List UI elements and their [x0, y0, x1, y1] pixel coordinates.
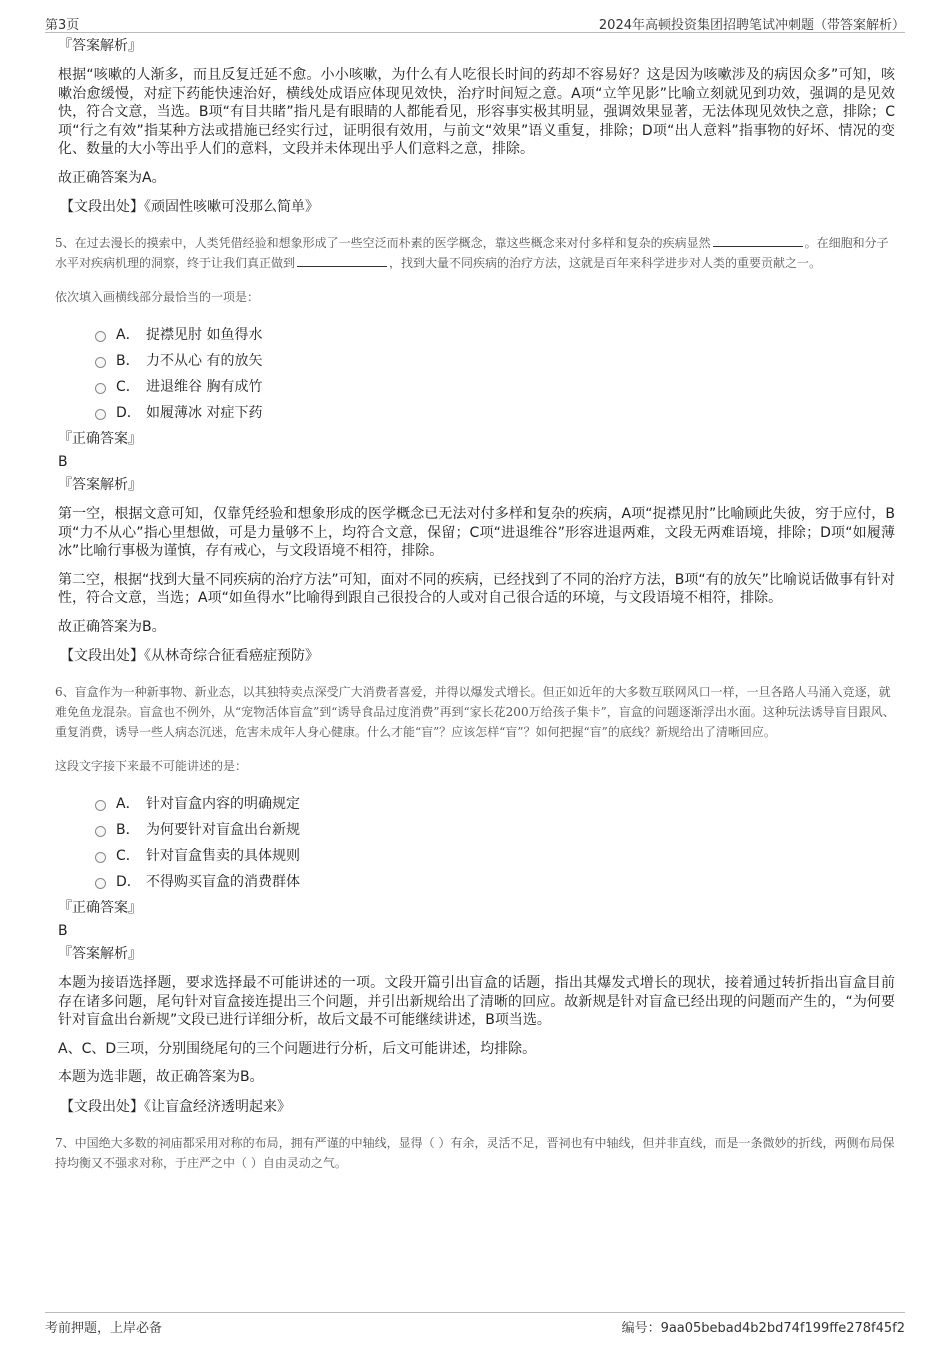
- source-citation: 【文段出处】《从林奇综合征看癌症预防》: [60, 648, 319, 664]
- option-b[interactable]: [95, 816, 895, 842]
- option-letter: D．: [116, 405, 141, 421]
- analysis-paragraph: A、C、D三项，分别围绕尾句的三个问题进行分析，后文可能讲述，均排除。: [58, 1040, 537, 1057]
- page-number: 第3页: [45, 18, 80, 33]
- document-title: 2024年高顿投资集团招聘笔试冲刺题（带答案解析）: [598, 18, 905, 33]
- option-a[interactable]: [95, 321, 895, 347]
- option-text: 为何要针对盲盒出台新规: [146, 822, 300, 838]
- option-text: 进退维谷 胸有成竹: [146, 379, 263, 395]
- option-a[interactable]: [95, 790, 895, 816]
- option-letter: A．: [116, 327, 140, 343]
- question-5-part-a: 5、在过去漫长的摸索中，人类凭借经验和想象形成了一些空泛而朴素的医学概念，靠这些概念来对付多样和复杂的疾病显然: [55, 236, 711, 250]
- radio-icon[interactable]: [95, 383, 106, 394]
- option-text: 力不从心 有的放矢: [146, 353, 263, 369]
- question-5-part-b: 。在细胞和分子水平对疾病机理的洞察，终于让我们真正做到: [55, 236, 889, 270]
- footer-slogan: 考前押题，上岸必备: [45, 1321, 163, 1336]
- option-text: 针对盲盒售卖的具体规则: [146, 848, 300, 864]
- option-b[interactable]: [95, 347, 895, 373]
- correct-answer: B: [58, 923, 68, 939]
- analysis-paragraph: 第一空，根据文意可知，仅靠凭经验和想象形成的医学概念已无法对付多样和复杂的疾病，A项“捉襟见肘”比喻顾此失彼，穷于应付，B项“力不从心”指心里想做，可是力量够不上，均符合文意，保留；C项“进退维谷”形容进退两难，文段无两难语境，排除；D项“如履薄冰”比喻行事极为谨慎，存有戒心，与文段语境不相符，排除。: [58, 506, 895, 559]
- question-5-prompt: 依次填入画横线部分最恰当的一项是：: [55, 290, 260, 304]
- correct-answer: B: [58, 454, 68, 470]
- question-6-options: [95, 790, 895, 894]
- option-text: 不得购买盲盒的消费群体: [146, 874, 300, 890]
- option-letter: A．: [116, 796, 140, 812]
- option-c[interactable]: [95, 373, 895, 399]
- radio-icon[interactable]: [95, 331, 106, 342]
- answer-conclusion: 故正确答案为B。: [58, 618, 166, 635]
- radio-icon[interactable]: [95, 878, 106, 889]
- radio-icon[interactable]: [95, 800, 106, 811]
- page-header: [45, 10, 905, 33]
- option-letter: B．: [116, 353, 140, 369]
- question-5-part-c: ，找到大量不同疾病的治疗方法，这就是百年来科学进步对人类的重要贡献之一。: [389, 256, 822, 270]
- answer-conclusion: 本题为选非题，故正确答案为B。: [58, 1069, 264, 1085]
- source-citation: 【文段出处】《顽固性咳嗽可没那么简单》: [60, 199, 319, 215]
- analysis-paragraph: 根据“咳嗽的人渐多，而且反复迁延不愈。小小咳嗽，为什么有人吃很长时间的药却不容易好？这是因为咳嗽涉及的病因众多”可知，咳嗽治愈缓慢，对症下药能快速治好，横线处成语应体现见效快，治疗时间短之意。A项“立竿见影”比喻立刻就见到功效，强调的是见效快，符合文意，当选。B项“有目共睹”指凡是有眼睛的人都能看见，形容事实极其明显，强调效果显著，无法体现见效快之意，排除；C项“行之有效”指某种方法或措施已经实行过，证明很有效用，与前文“效果”语义重复，排除；D项“出人意料”指事物的好坏、情况的变化、数量的大小等出乎人们的意料，文段并未体现出乎人们意料之意，排除。: [58, 67, 895, 157]
- analysis-label: 『答案解析』: [58, 38, 142, 54]
- question-6-text: 6、盲盒作为一种新事物、新业态，以其独特卖点深受广大消费者喜爱，并得以爆发式增长。但正如近年的大多数互联网风口一样，一旦各路人马涌入竞逐，就难免鱼龙混杂。盲盒也不例外，从“宠物活体盲盒”到“诱导食品过度消费”再到“家长花200万给孩子集卡”，盲盒的问题逐渐浮出水面。这种玩法诱导盲目跟风、重复消费，诱导一些人病态沉迷，危害未成年人身心健康。什么才能“盲”？应该怎样“盲”？如何把握“盲”的底线？新规给出了清晰回应。: [55, 685, 895, 739]
- radio-icon[interactable]: [95, 852, 106, 863]
- page-footer: [45, 1312, 905, 1335]
- option-text: 捉襟见肘 如鱼得水: [146, 327, 263, 343]
- question-7-text: 7、中国绝大多数的祠庙都采用对称的布局，拥有严谨的中轴线，显得（ ）有余，灵活不足，晋祠也有中轴线，但并非直线，而是一条微妙的折线，两侧布局保持均衡又不强求对称，于庄严之中（ ）自由灵动之气。: [55, 1135, 895, 1170]
- option-letter: D．: [116, 874, 141, 890]
- analysis-paragraph: 本题为接语选择题，要求选择最不可能讲述的一项。文段开篇引出盲盒的话题，指出其爆发式增长的现状，接着通过转折指出盲盒目前存在诸多问题，尾句针对盲盒接连提出三个问题，并引出新规给出了清晰的回应。故新规是针对盲盒已经出现的问题而产生的，“为何要针对盲盒出台新规”文段已进行详细分析，故后文最不可能继续讲述，B项当选。: [58, 975, 895, 1028]
- option-text: 如履薄冰 对症下药: [146, 405, 263, 421]
- analysis-paragraph: 第二空，根据“找到大量不同疾病的治疗方法”可知，面对不同的疾病，已经找到了不同的治疗方法，B项“有的放矢”比喻说话做事有针对性，符合文意，当选；A项“如鱼得水”比喻得到跟自己很投合的人或对自己很合适的环境，与文段语境不相符，排除。: [58, 571, 895, 606]
- document-content: [55, 36, 895, 1187]
- fill-blank-2: [297, 254, 387, 267]
- radio-icon[interactable]: [95, 357, 106, 368]
- fill-blank-1: [713, 234, 803, 247]
- correct-answer-label: 『正确答案』: [58, 900, 142, 916]
- option-c[interactable]: [95, 842, 895, 868]
- question-6-prompt: 这段文字接下来最不可能讲述的是：: [55, 759, 248, 773]
- analysis-label: 『答案解析』: [58, 946, 142, 962]
- option-d[interactable]: [95, 399, 895, 425]
- option-letter: B．: [116, 822, 140, 838]
- radio-icon[interactable]: [95, 409, 106, 420]
- radio-icon[interactable]: [95, 826, 106, 837]
- option-text: 针对盲盒内容的明确规定: [146, 796, 300, 812]
- source-citation: 【文段出处】《让盲盒经济透明起来》: [60, 1098, 291, 1115]
- option-letter: C．: [116, 848, 140, 864]
- question-5-text: [55, 233, 895, 273]
- document-id: 编号：9aa05bebad4b2bd74f199ffe278f45f2: [621, 1321, 905, 1336]
- option-d[interactable]: [95, 868, 895, 894]
- question-5-options: [95, 321, 895, 425]
- correct-answer-label: 『正确答案』: [58, 431, 142, 447]
- answer-conclusion: 故正确答案为A。: [58, 169, 166, 186]
- option-letter: C．: [116, 379, 140, 395]
- analysis-label: 『答案解析』: [58, 477, 142, 493]
